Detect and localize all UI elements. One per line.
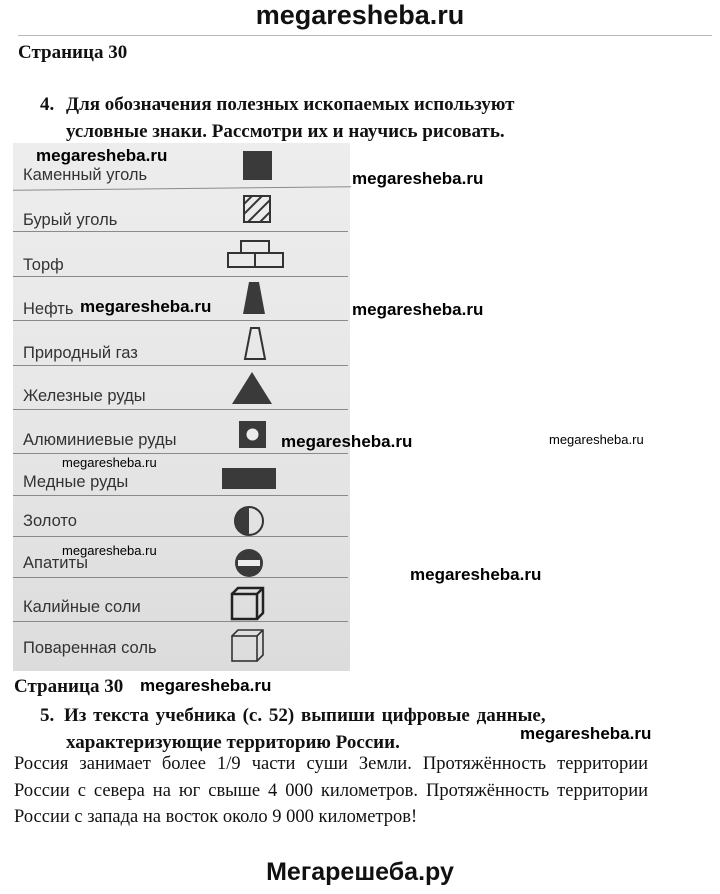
legend-label: Бурый уголь [23, 211, 118, 229]
task-number: 5. [40, 705, 55, 726]
legend-label: Калийные соли [23, 598, 141, 616]
legend-label: Золото [23, 512, 77, 530]
legend-label: Железные руды [23, 387, 146, 405]
legend-line [13, 453, 348, 454]
task-text-line-1: Для обозначения полезных ископаемых используют [66, 94, 515, 115]
legend-line [13, 231, 348, 232]
task-number: 4. [40, 94, 55, 115]
legend-line [13, 186, 351, 191]
watermark: megaresheba.ru [410, 565, 542, 584]
legend-label: Каменный уголь [23, 166, 148, 184]
legend-line [13, 320, 348, 321]
legend-line [13, 536, 348, 537]
page-label: Страница 30 [14, 676, 124, 697]
task-text-line-1: Из текста учебника (с. 52) выпиши цифровые данные, [64, 705, 546, 726]
page-label: Страница 30 [18, 42, 128, 63]
legend-line [13, 276, 348, 277]
watermark: megaresheba.ru [281, 432, 413, 451]
task-text-line-2: характеризующие территорию России. [66, 732, 400, 753]
legend-label: Нефть [23, 300, 74, 318]
legend-label: Медные руды [23, 473, 129, 491]
watermark: megaresheba.ru [80, 297, 212, 316]
legend-line [13, 577, 348, 578]
task-text-line-2: условные знаки. Рассмотри их и научись рисовать. [66, 121, 505, 142]
watermark: megaresheba.ru [352, 169, 484, 188]
legend-scan [13, 143, 350, 671]
header-divider [18, 35, 712, 36]
answer-text: Россия занимает более 1/9 части суши Земли. Протяжённость территории России с севера на юг свыше 4 000 километров. Протяжённость территории России с запада на восток около 9 000 километров! [14, 754, 648, 827]
filled-triangle-icon [229, 369, 275, 407]
legend-label: Торф [23, 256, 64, 274]
outline-cube-icon [229, 627, 267, 665]
site-header: megaresheba.ru [255, 0, 465, 30]
watermark: megaresheba.ru [520, 724, 652, 743]
legend-label: Природный газ [23, 344, 138, 362]
filled-square-icon [241, 149, 275, 183]
legend-line [13, 409, 348, 410]
legend-line [13, 495, 348, 496]
legend-label: Поваренная соль [23, 639, 157, 657]
legend-label: Алюминиевые руды [23, 431, 177, 449]
watermark: megaresheba.ru [62, 455, 157, 470]
site-footer: Мегарешеба.ру [266, 858, 454, 886]
filled-trapezoid-icon [239, 280, 269, 318]
circle-with-bar-icon [232, 546, 266, 580]
watermark: megaresheba.ru [36, 146, 168, 165]
square-with-circle-icon [237, 419, 269, 451]
legend-line [13, 365, 348, 366]
task-4 [40, 91, 680, 145]
watermark: megaresheba.ru [62, 543, 157, 558]
watermark: megaresheba.ru [352, 300, 484, 319]
bricks-icon [225, 238, 287, 272]
watermark: megaresheba.ru [140, 676, 272, 695]
hatched-square-icon [241, 193, 275, 227]
watermark: megaresheba.ru [549, 432, 644, 447]
cube-icon [229, 585, 267, 623]
half-circle-icon [232, 504, 266, 538]
legend-label: Апатиты [23, 554, 88, 572]
filled-rectangle-icon [220, 466, 280, 492]
outline-trapezoid-icon [240, 325, 270, 363]
legend-line [13, 621, 348, 622]
